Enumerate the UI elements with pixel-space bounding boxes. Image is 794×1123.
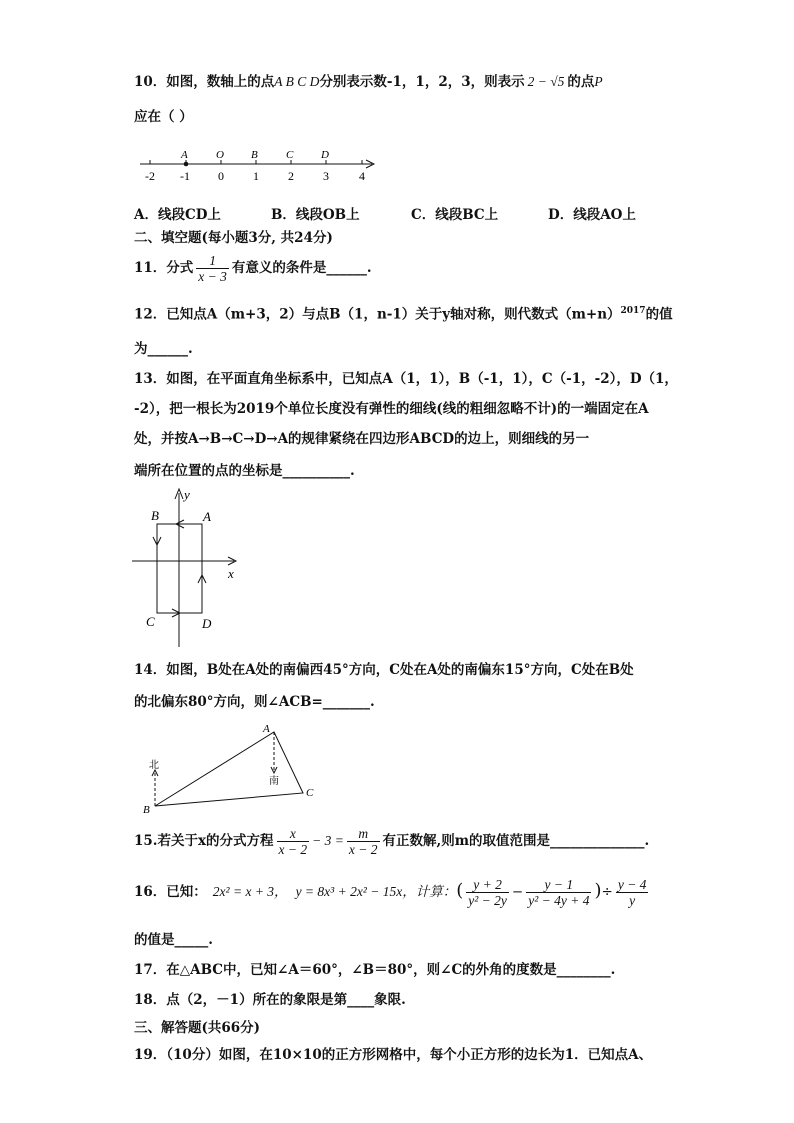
q16-fraction-b: $\frac{y - 1}{\text{y² − 4y + 4}}$ xyxy=(528,877,590,908)
q10-line1: 10．如图，数轴上的点A B C D分别表示数-1，1，2，3，则表示 2 − √5 的点P xyxy=(134,74,603,90)
section-2-heading: 二、填空题(每小题3分, 共24分) xyxy=(134,230,333,246)
q19: 19．（10分）如图，在10×10的正方形网格中，每个小正方形的边长为1．已知点A、 xyxy=(134,1047,653,1063)
q12-line1: 12．已知点A（m+3，2）与点B（1，n-1）关于y轴对称，则代数式$(m+n)^{2017}$的值 xyxy=(134,306,673,323)
q12-line2: 为______. xyxy=(134,341,193,357)
q10-choice-d: D．线段AO上 xyxy=(548,207,636,223)
q10-choice-a: A．线段CD上 xyxy=(134,207,221,223)
tick-label: 1 xyxy=(253,169,259,183)
number-line-figure xyxy=(134,145,384,187)
bearing-figure xyxy=(138,722,328,814)
point-c-label: C xyxy=(306,787,314,799)
q14-line2: 的北偏东80°方向，则∠ACB=_______. xyxy=(134,694,375,710)
point-label: C xyxy=(286,149,294,161)
q18: 18．点（2，－1）所在的象限是第____象限. xyxy=(134,992,406,1008)
q15-fraction-1: $\frac{x}{x - 2}$ xyxy=(278,826,308,857)
point-label: O xyxy=(216,149,224,161)
q10-line2: 应在（ ） xyxy=(134,109,193,125)
tick-label: 4 xyxy=(359,169,365,183)
tick-label: 3 xyxy=(323,169,329,183)
section-3-heading: 三、解答题(共66分) xyxy=(134,1020,261,1036)
coordinate-figure xyxy=(130,485,250,650)
north-label: 北 xyxy=(149,760,159,771)
q11: 11．分式 $\frac{1}{x - 3}$ 有意义的条件是______. xyxy=(134,253,372,284)
q13-line2: -2），把一根长为2019个单位长度没有弹性的细线(线的粗细忽略不计)的一端固定在A xyxy=(134,401,649,417)
q13-line4: 端所在位置的点的坐标是__________. xyxy=(134,463,355,479)
point-b-label: B xyxy=(151,508,159,523)
tick-label: 0 xyxy=(218,169,224,183)
tick-label: -1 xyxy=(180,169,190,183)
q10-choice-c: C．线段BC上 xyxy=(411,207,499,223)
point-label: B xyxy=(251,149,258,161)
point-c-label: C xyxy=(146,614,155,629)
q16-fraction-c: $\frac{y - 4}{y}$ xyxy=(617,877,647,908)
q11-fraction: $\frac{1}{x - 3}$ xyxy=(198,253,227,284)
point-a-label: A xyxy=(263,723,270,735)
x-axis-label: x xyxy=(228,566,234,581)
south-label: 南 xyxy=(269,776,279,787)
point-d-label: D xyxy=(202,616,212,631)
y-axis-label: y xyxy=(184,487,190,502)
q15-fraction-2: $\frac{m}{x - 2}$ xyxy=(348,826,378,857)
point-a-label: A xyxy=(203,509,211,524)
q14-line1: 14．如图，B处在A处的南偏西45°方向，C处在A处的南偏东15°方向，C处在B处 xyxy=(134,662,634,678)
q13-line1: 13．如图，在平面直角坐标系中，已知点A（1，1），B（-1，1），C（-1，-2），D（1， xyxy=(134,371,678,387)
q16-fraction-a: $\frac{y + 2}{\text{y² − 2y}}$ xyxy=(468,877,507,908)
tick-label: 2 xyxy=(288,169,294,183)
point-label: A xyxy=(181,149,188,161)
q10-choice-b: B．线段OB上 xyxy=(271,207,360,223)
q13-line3: 处，并按A→B→C→D→A的规律紧绕在四边形ABCD的边上，则细线的另一 xyxy=(134,431,590,447)
q16-line2: 的值是_____. xyxy=(134,932,213,948)
q15: 15.若关于x的分式方程 $\frac{x}{x - 2}$ − 3 = $\frac{m}{x - 2}$ 有正数解,则m的取值范围是______________. xyxy=(134,826,650,857)
q16-line1: 16．已知： 2x² = x + 3， y = 8x³ + 2x² − 15x，计算：( $\frac{y + 2}{\text{y² − 2y}}$ − $\frac{y - 1}{\text{y² − 4y + 4}}$ )÷ $\frac{y - 4}{y}$ xyxy=(134,877,647,908)
point-label: D xyxy=(321,149,329,161)
point-b-label: B xyxy=(143,804,150,814)
q17: 17．在△ABC中，已知∠A＝60°，∠B＝80°，则∠C的外角的度数是________. xyxy=(134,962,616,978)
tick-label: -2 xyxy=(145,169,155,183)
